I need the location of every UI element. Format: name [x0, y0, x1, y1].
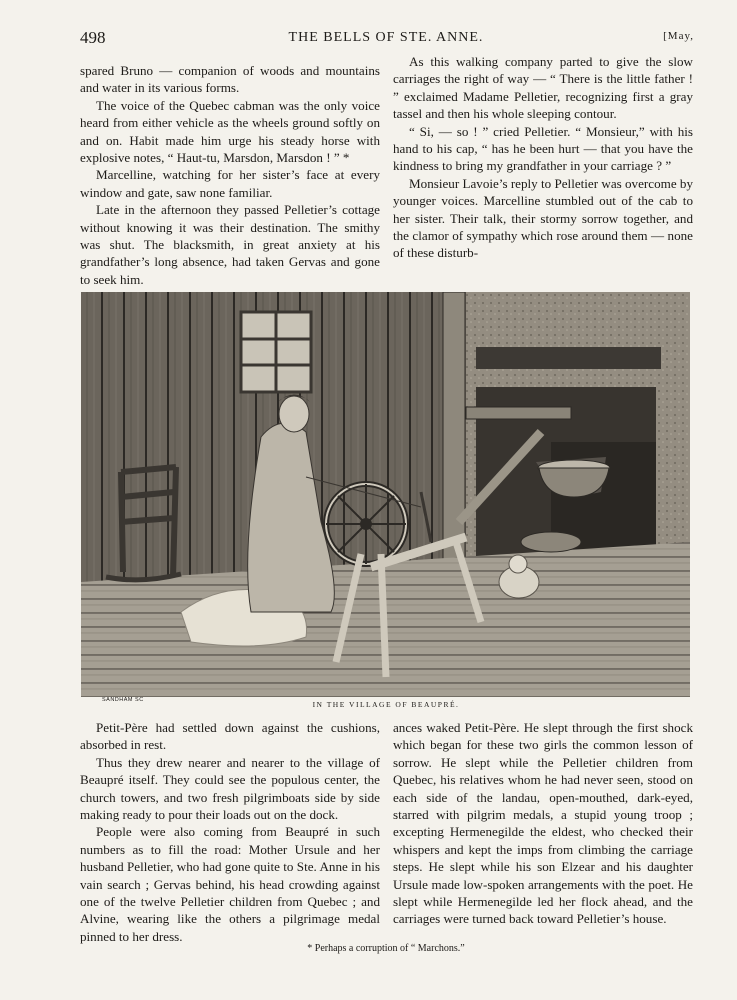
engraving-spinning-wheel: [81, 292, 690, 697]
column-top-right: [393, 53, 693, 262]
paragraph: As this walking company parted to give the slow carriages the right of way — “ There is the little father ! ” exclaimed Madame Pelletier, recognizing first a gray tassel and then his whole sleeping contour.: [393, 54, 693, 122]
paragraph: Marcelline, watching for her sister’s face at every window and gate, saw none familiar.: [80, 167, 380, 200]
paragraph: The voice of the Quebec cabman was the only voice heard from either vehicle as the wheels ground softly on and on. Habit made him urge his steady horse with explosive notes, “ Haut-tu, Marsdon, Marsdon ! ” *: [80, 97, 380, 166]
paragraph: Thus they drew nearer and nearer to the village of Beaupré itself. They could see the populous center, the church towers, and two fresh pilgrimboats side by side making ready to pour their loads out on the dock.: [80, 754, 380, 823]
paragraph: People were also coming from Beaupré in such numbers as to fill the road: Mother Ursule and her husband Pelletier, who had gone quite to Ste. Anne in his vain search ; Gervas behind, his head crowding against one of the twelve Pelletier children from Quebec ; and Alvine, wearing like the others a pilgrimage medal pinned to her dress.: [80, 824, 380, 944]
paragraph: Monsieur Lavoie’s reply to Pelletier was overcome by younger voices. Marcelline stumbled out of the cab to her sister. Their talk, their stormy sorrow together, and the clamor of sympathy which rose around them — none of these disturb-: [393, 175, 693, 261]
engraving-drawing: [81, 292, 690, 697]
column-bottom-left: [80, 719, 380, 945]
page-number: 498: [80, 28, 106, 47]
paragraph: ances waked Petit-Père. He slept through the first shock which began for these two girls the common lesson of sorrow. He slept while the Pelletier children from Quebec, his relatives whom he had never seen, stood on each side of the landau, open-mouthed, dark-eyed, starred with pilgrim medals, a stupid young troop ; excepting Hermenegilde the eldest, who checked their whispers and kept the imps from climbing the carriage steps. He slept while his son Elzear and his daughter Ursule made low-spoken arrangements with the poet. He slept while Hermenegilde led her flock ahead, and the carriages were turned back toward Pelletier’s house.: [393, 720, 693, 927]
paragraph: “ Si, — so ! ” cried Pelletier. “ Monsieur,” with his hand to his cap, “ has he been hurt — that you have the kindness to bring my grandfather in your carriage ? ”: [393, 123, 693, 174]
engraver-credit: SANDHAM SC: [102, 697, 144, 703]
column-top-left: [80, 62, 380, 288]
footnote: * Perhaps a corruption of “ Marchons.”: [307, 943, 465, 954]
illustration-caption: IN THE VILLAGE OF BEAUPRÉ.: [312, 700, 460, 709]
paragraph: spared Bruno — companion of woods and mountains and water in its various forms.: [80, 63, 380, 96]
running-title: THE BELLS OF STE. ANNE.: [288, 30, 484, 45]
issue-month: [May,: [663, 30, 694, 42]
paragraph: Petit-Père had settled down against the cushions, absorbed in rest.: [80, 720, 380, 753]
running-header: [80, 28, 692, 50]
paragraph: Late in the afternoon they passed Pelletier’s cottage without knowing it was their destination. The smithy was shut. The blacksmith, in great anxiety at his grandfather’s long absence, had taken Gervas and gone to seek him.: [80, 202, 380, 287]
column-bottom-right: [393, 719, 693, 928]
